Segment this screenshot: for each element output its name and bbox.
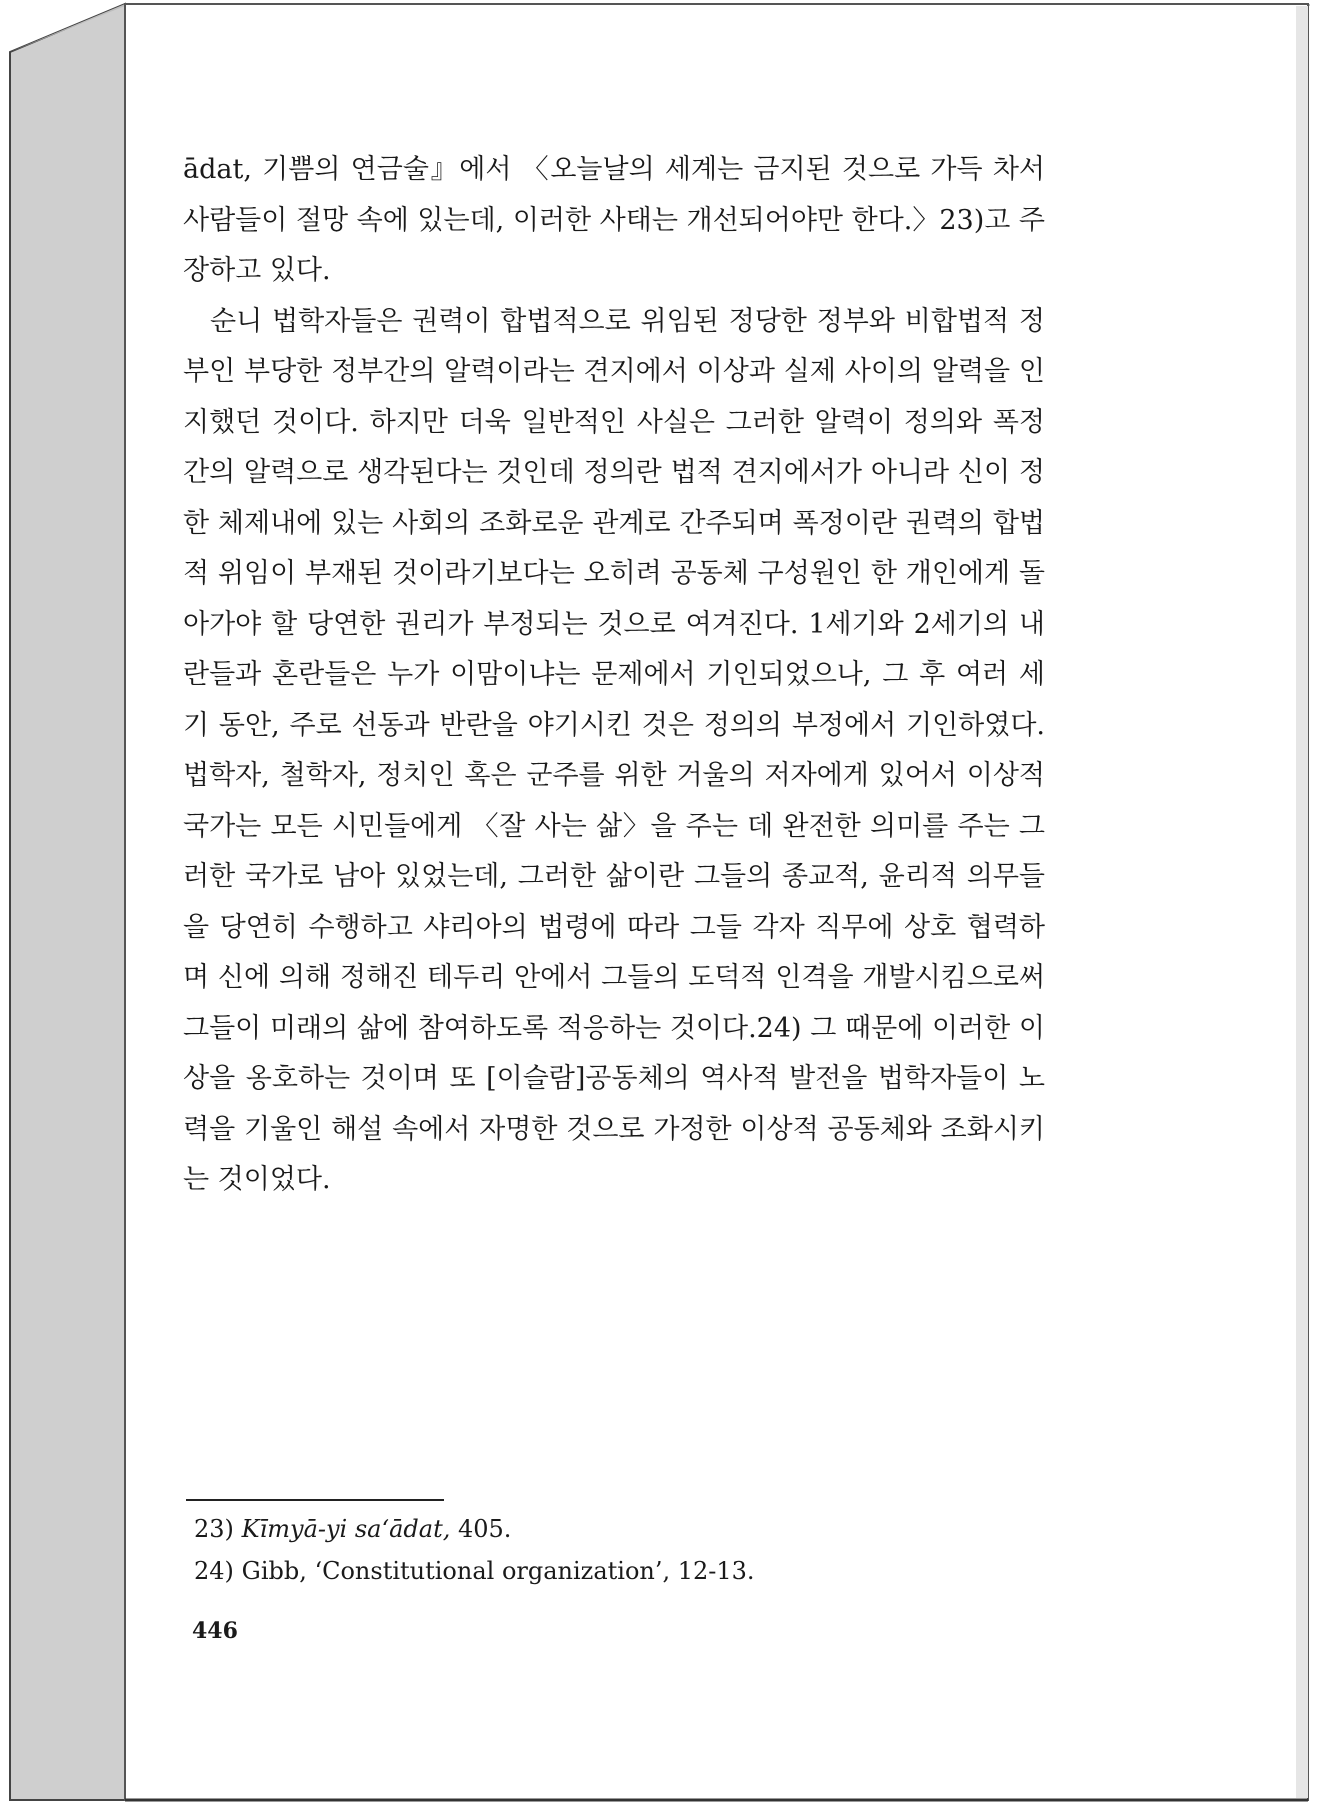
footnote-number: 24) bbox=[194, 1557, 234, 1585]
paragraph-continued: ādat, 기쁨의 연금술』에서 〈오늘날의 세계는 금지된 것으로 가득 차서 사람들이 절망 속에 있는데, 이러한 사태는 개선되어야만 한다.〉23)고 주장하고 있다. bbox=[183, 154, 1045, 286]
footnote-23 bbox=[186, 1508, 1046, 1550]
footnotes bbox=[186, 1508, 1046, 1592]
page-right-shadow bbox=[1296, 6, 1308, 1798]
main-text bbox=[183, 145, 1045, 1206]
book-spine-edge bbox=[10, 4, 125, 1800]
paragraph-main: 순니 법학자들은 권력이 합법적으로 위임된 정당한 정부와 비합법적 정부인 부당한 정부간의 알력이라는 견지에서 이상과 실제 사이의 알력을 인지했던 것이다. 하지만 더욱 일반적인 사실은 그러한 알력이 정의와 폭정 간의 알력으로 생각된다는 것인데 정의란 법적 견지에서가 아니라 신이 정한 체제내에 있는 사회의 조화로운 관계로 간주되며 폭정이란 권력의 합법적 위임이 부재된 것이라기보다는 오히려 공동체 구성원인 한 개인에게 돌아가야 할 당연한 권리가 부정되는 것으로 여겨진다. 1세기와 2세기의 내란들과 혼란들은 누가 이맘이냐는 문제에서 기인되었으나, 그 후 여러 세기 동안, 주로 선동과 반란을 야기시킨 것은 정의의 부정에서 기인하였다. 법학자, 철학자, 정치인 혹은 군주를 위한 거울의 저자에게 있어서 이상적 국가는 모든 시민들에게 〈잘 사는 삶〉을 주는 데 완전한 의미를 주는 그러한 국가로 남아 있었는데, 그러한 삶이란 그들의 종교적, 윤리적 의무들을 당연히 수행하고 샤리아의 법령에 따라 그들 각자 직무에 상호 협력하며 신에 의해 정해진 테두리 안에서 그들의 도덕적 인격을 개발시킴으로써 그들이 미래의 삶에 참여하도록 적응하는 것이다.24) 그 때문에 이러한 이상을 옹호하는 것이며 또 [이슬람]공동체의 역사적 발전을 법학자들이 노력을 기울인 해설 속에서 자명한 것으로 가정한 이상적 공동체와 조화시키는 것이었다. bbox=[183, 305, 1045, 1195]
footnote-text: 405. bbox=[450, 1515, 512, 1543]
footnote-rule bbox=[186, 1499, 444, 1501]
footnote-text: Gibb, ‘Constitutional organization’, 12-13. bbox=[241, 1557, 755, 1585]
footnote-title: Kīmyā-yi sa‘ādat, bbox=[241, 1515, 451, 1543]
footnote-24 bbox=[186, 1550, 1046, 1592]
footnote-number: 23) bbox=[194, 1515, 234, 1543]
page-number: 446 bbox=[192, 1618, 238, 1644]
